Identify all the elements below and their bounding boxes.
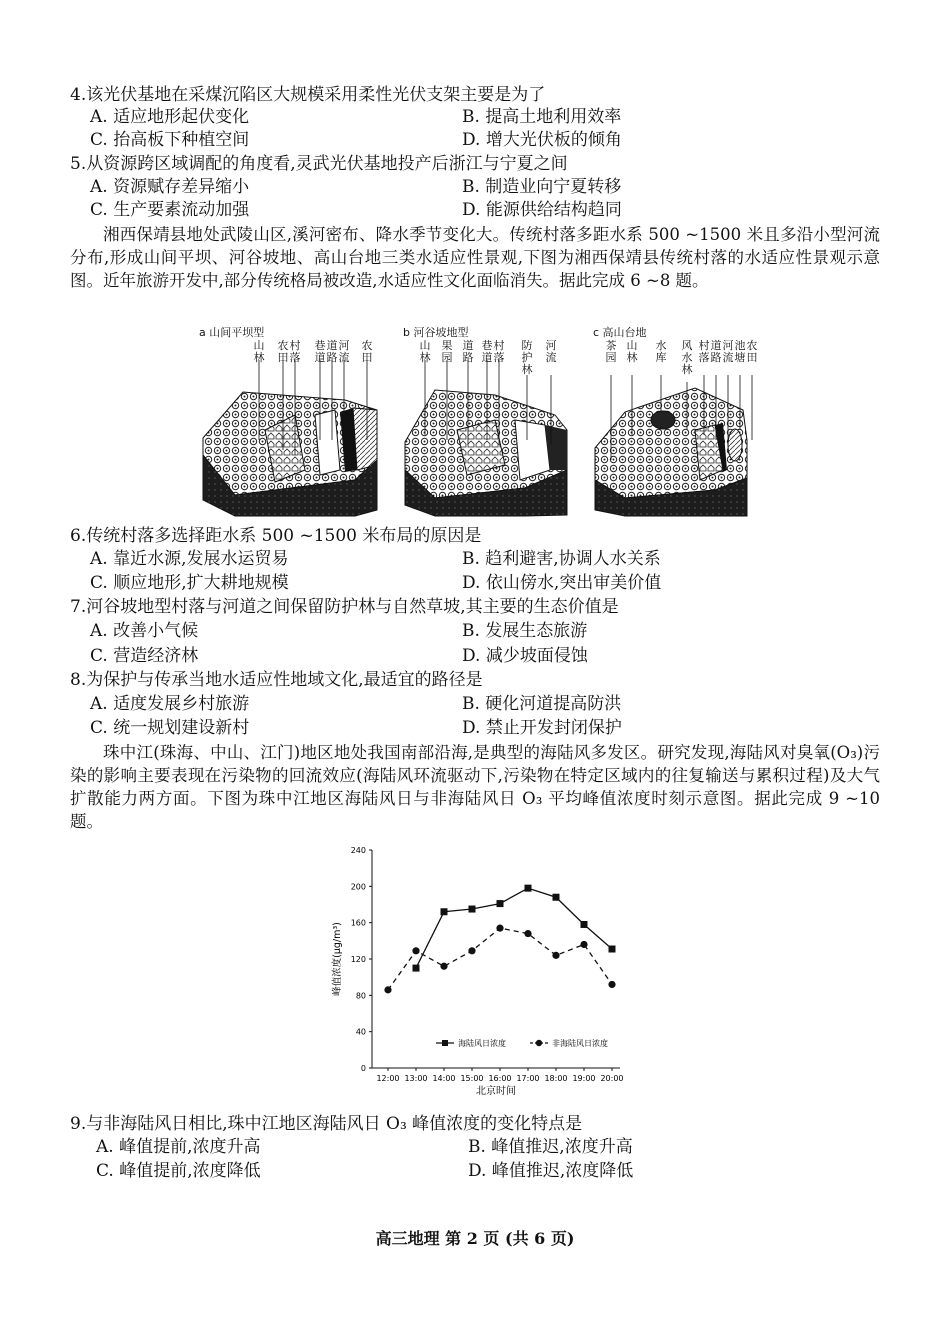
data-point-circle	[552, 952, 559, 959]
figure-b-label: 巷道	[481, 339, 493, 364]
data-point-circle	[468, 947, 475, 954]
y-tick-label: 40	[355, 1027, 366, 1037]
x-tick-label: 16:00	[488, 1074, 512, 1083]
q7-option-d: D. 减少坡面侵蚀	[462, 646, 588, 666]
figure-a-label: 道路	[326, 339, 338, 364]
q9-option-b: B. 峰值推迟,浓度升高	[468, 1137, 633, 1157]
legend-label: 海陆风日浓度	[458, 1039, 506, 1048]
question-4-stem: 4.该光伏基地在采煤沉陷区大规模采用柔性光伏支架主要是为了	[70, 85, 546, 105]
question-9-stem: 9.与非海陆风日相比,珠中江地区海陆风日 O₃ 峰值浓度的变化特点是	[70, 1114, 583, 1134]
passage-2-line: 域内的往复输送与累积过程)及大气扩散能力两方面。下图为珠中江地区海陆风日与非海陆风	[70, 766, 880, 808]
legend-marker-square	[442, 1040, 448, 1046]
figure-c-label: 山林	[626, 339, 638, 364]
x-tick-label: 15:00	[460, 1074, 484, 1083]
figure-c-label: 风水林	[681, 339, 693, 376]
data-point-circle	[440, 963, 447, 970]
x-tick-label: 20:00	[600, 1074, 624, 1083]
figure-a-label: 村落	[289, 339, 301, 364]
y-tick-label: 200	[350, 882, 366, 892]
x-tick-label: 12:00	[376, 1074, 400, 1083]
figure-b-label: 河流	[545, 339, 557, 364]
x-tick-label: 19:00	[572, 1074, 596, 1083]
question-8-stem: 8.为保护与传承当地水适应性地域文化,最适宜的路径是	[70, 670, 483, 690]
q5-option-c: C. 生产要素流动加强	[90, 200, 250, 220]
passage-1-line: 湘西保靖县地处武陵山区,溪河密布、降水季节变化大。传统村落多距水系 500 ~1500 米且	[103, 225, 780, 244]
data-point-circle	[524, 930, 531, 937]
x-tick-label: 14:00	[432, 1074, 456, 1083]
passage-1-line: 多沿小型河流分布,形成山间平坝、河谷坡地、高山台地三类水适应性景观,下图为湘西保靖县传	[70, 225, 880, 267]
ozone-chart-svg	[320, 838, 640, 1108]
page-footer: 高三地理 第 2 页 (共 6 页)	[375, 1229, 575, 1248]
q6-option-c: C. 顺应地形,扩大耕地规模	[90, 573, 289, 593]
landscape-figure	[195, 320, 758, 520]
legend-label: 非海陆风日浓度	[552, 1039, 608, 1048]
data-point-square	[497, 900, 504, 907]
data-point-square	[469, 906, 476, 913]
figure-c-label: 水库	[655, 339, 667, 364]
q8-option-b: B. 硬化河道提高防洪	[462, 694, 622, 714]
question-6-stem: 6.传统村落多选择距水系 500 ~1500 米布局的原因是	[70, 526, 482, 546]
chart-y-label: 峰值浓度(μg/m³)	[332, 922, 343, 996]
x-tick-label: 13:00	[404, 1074, 428, 1083]
figure-c-label: 河流	[722, 339, 734, 364]
figure-b-label: 果园	[441, 339, 453, 364]
figure-c-label: 池塘	[734, 339, 746, 364]
block-diagram-b	[405, 360, 567, 516]
chart-x-ticks	[376, 1068, 623, 1083]
figure-c-label: 农田	[746, 339, 758, 364]
ozone-chart	[320, 838, 640, 1108]
q9-option-a: A. 峰值提前,浓度升高	[96, 1137, 261, 1157]
figure-c-label: 茶园	[605, 339, 617, 364]
data-point-circle	[412, 947, 419, 954]
figure-a-label: 农田	[361, 339, 373, 364]
y-tick-label: 240	[350, 846, 366, 855]
question-7-stem: 7.河谷坡地型村落与河道之间保留防护林与自然草坡,其主要的生态价值是	[70, 597, 619, 617]
q6-option-d: D. 依山傍水,突出审美价值	[462, 573, 662, 593]
q8-option-c: C. 统一规划建设新村	[90, 718, 250, 738]
figure-b-label: 道路	[462, 339, 474, 364]
passage-1-line: 失。据此完成 6 ~8 题。	[526, 271, 709, 290]
figure-c-title: c 高山台地	[593, 326, 647, 339]
block-diagram-c	[595, 375, 752, 516]
y-tick-label: 0	[360, 1064, 366, 1073]
passage-1	[70, 223, 880, 292]
legend-marker-circle	[536, 1040, 542, 1046]
figure-b-label: 防护林	[521, 339, 533, 376]
q7-option-a: A. 改善小气候	[90, 621, 199, 641]
figure-a-label: 河流	[338, 339, 350, 364]
y-tick-label: 120	[350, 955, 366, 964]
chart-axes	[372, 850, 620, 1068]
data-point-square	[553, 894, 560, 901]
passage-1-line: 统村落的水适应性景观示意图。近年旅游开发中,部分传统格局被改造,水适应性文化面临消	[70, 248, 880, 290]
series-line	[416, 888, 612, 968]
q8-option-d: D. 禁止开发封闭保护	[462, 718, 622, 738]
x-tick-label: 17:00	[516, 1074, 540, 1083]
y-tick-label: 160	[350, 918, 366, 928]
chart-legend	[436, 1038, 608, 1048]
q4-option-c: C. 抬高板下种植空间	[90, 130, 250, 150]
figure-c-label: 道路	[710, 339, 722, 364]
data-point-circle	[496, 925, 503, 932]
chart-x-label: 北京时间	[476, 1086, 516, 1097]
question-5-stem: 5.从资源跨区域调配的角度看,灵武光伏基地投产后浙江与宁夏之间	[70, 154, 568, 174]
q4-option-d: D. 增大光伏板的倾角	[462, 130, 622, 150]
series-line	[388, 928, 612, 990]
passage-2	[70, 741, 880, 833]
q4-option-b: B. 提高土地利用效率	[462, 107, 622, 127]
figure-b-label: 山林	[419, 339, 431, 364]
figure-a-label: 农田	[277, 339, 289, 364]
figure-b-label: 村落	[493, 339, 505, 364]
passage-2-line: 珠中江(珠海、中山、江门)地区地处我国南部沿海,是典型的海陆风多发区。研究发现,海陆	[103, 743, 764, 762]
data-point-square	[441, 908, 448, 915]
block-diagram-a	[203, 360, 377, 516]
q6-option-b: B. 趋利避害,协调人水关系	[462, 549, 661, 569]
q8-option-a: A. 适度发展乡村旅游	[90, 694, 250, 714]
chart-series	[384, 885, 615, 994]
y-tick-label: 80	[355, 991, 366, 1001]
data-point-square	[525, 885, 532, 892]
data-point-square	[413, 965, 420, 972]
x-tick-label: 18:00	[544, 1074, 568, 1083]
figure-c-label: 村落	[698, 339, 710, 364]
q6-option-a: A. 靠近水源,发展水运贸易	[90, 549, 289, 569]
data-point-circle	[580, 941, 587, 948]
q5-option-d: D. 能源供给结构趋同	[462, 200, 622, 220]
q7-option-c: C. 营造经济林	[90, 646, 199, 666]
passage-2-line: 风对臭氧(O₃)污染的影响主要表现在污染物的回流效应(海陆风环流驱动下,污染物在特定区	[70, 743, 880, 785]
q7-option-b: B. 发展生态旅游	[462, 621, 588, 641]
data-point-square	[609, 946, 616, 953]
figure-a-title: a 山间平坝型	[199, 326, 265, 339]
data-point-square	[581, 921, 588, 928]
q4-option-a: A. 适应地形起伏变化	[90, 107, 250, 127]
data-point-circle	[384, 986, 391, 993]
chart-y-ticks	[351, 846, 372, 1073]
q5-option-a: A. 资源赋存差异缩小	[90, 177, 250, 197]
landscape-drawings	[195, 320, 755, 520]
figure-a-label: 巷道	[314, 339, 326, 364]
q9-option-c: C. 峰值提前,浓度降低	[96, 1161, 261, 1181]
q9-option-d: D. 峰值推迟,浓度降低	[468, 1161, 634, 1181]
figure-b-title: b 河谷坡地型	[403, 326, 469, 339]
q5-option-b: B. 制造业向宁夏转移	[462, 177, 622, 197]
data-point-circle	[608, 981, 615, 988]
figure-a-label: 山林	[253, 339, 265, 364]
passage-2-line: 日 O₃ 平均峰值浓度时刻示意图。据此完成 9 ~10 题。	[70, 789, 880, 831]
